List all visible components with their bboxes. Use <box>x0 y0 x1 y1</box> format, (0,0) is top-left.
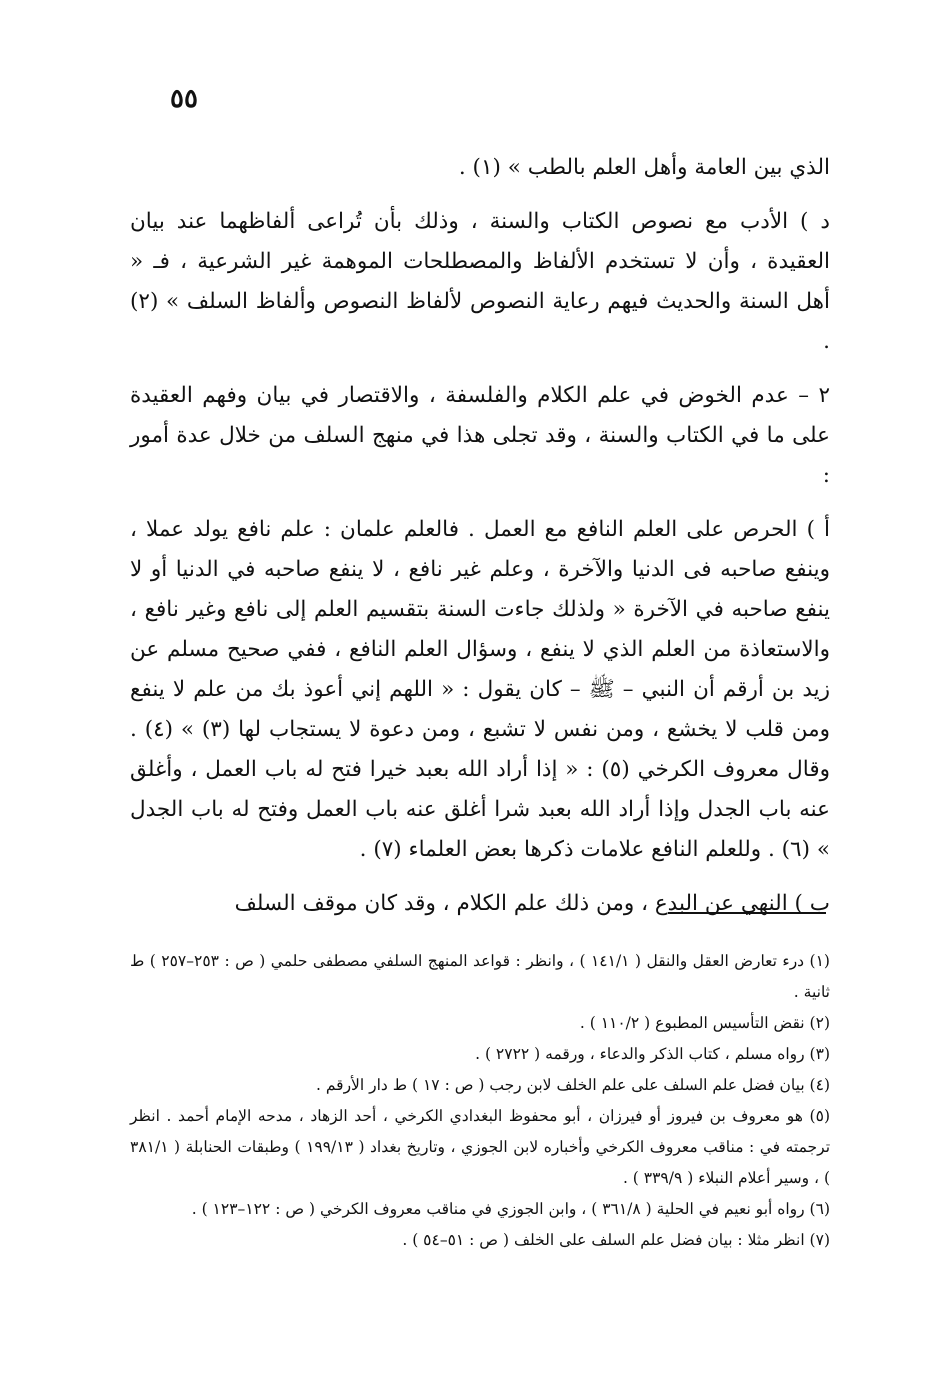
paragraph-kalam: ٢ – عدم الخوض في علم الكلام والفلسفة ، والاقتصار في بيان وفهم العقيدة على ما في الكتاب والسنة ، وقد تجلى هذا في منهج السلف من خلال عدة أمور : <box>130 383 830 488</box>
paragraph-nahy-bida: ب ) النهي عن البدع ، ومن ذلك علم الكلام ، وقد كان موقف السلف <box>234 891 830 916</box>
paragraph-ilm-nafi: أ ) الحرص على العلم النافع مع العمل . فالعلم علمان : علم نافع يولد عملا ، وينفع صاحبه فى الدنيا والآخرة ، وعلم غير نافع ، لا ينفع صاحبه في الدنيا أو لا ينفع صاحبه في الآخرة « ولذلك جاءت السنة بتقسيم العلم إلى نافع وغير نافع ، والاستعاذة من العلم الذي لا ينفع ، وسؤال العلم النافع ، ففي صحيح مسلم عن زيد بن أرقم أن النبي – ﷺ – كان يقول : « اللهم إني أعوذ بك من علم لا ينفع ومن قلب لا يخشع ، ومن نفس لا تشبع ، ومن دعوة لا يستجاب لها (٣) » (٤) . وقال معروف الكرخي (٥) : « إذا أراد الله بعبد خيرا فتح له باب العمل ، وأغلق عنه باب الجدل وإذا أراد الله بعبد شرا أغلق عنه باب العمل وفتح له باب الجدل » (٦) . وللعلم النافع علامات ذكرها بعض العلماء (٧) . <box>130 517 830 862</box>
footnote-3: (٣) رواه مسلم ، كتاب الذكر والدعاء ، ورقمه ( ٢٧٢٢ ) . <box>475 1045 830 1063</box>
footnotes <box>130 946 830 1256</box>
paragraph-adab-nusus: د ) الأدب مع نصوص الكتاب والسنة ، وذلك بأن تُراعى ألفاظهما عند بيان العقيدة ، وأن لا تستخدم الألفاظ والمصطلحات الموهمة غير الشرعية ، فـ « أهل السنة والحديث فيهم رعاية النصوص لألفاظ النصوص وألفاظ السلف » (٢) . <box>130 209 830 354</box>
main-text <box>130 148 830 938</box>
paragraph-continuation: الذي بين العامة وأهل العلم بالطب » (١) . <box>458 155 830 180</box>
page-number: ٥٥ <box>170 84 198 114</box>
footnote-6: (٦) رواه أبو نعيم في الحلية ( ٣٦١/٨ ) ، وابن الجوزي في مناقب معروف الكرخي ( ص : ١٢٢–١٢٣ ) . <box>191 1200 830 1218</box>
footnote-1: (١) درء تعارض العقل والنقل ( ١٤١/١ ) ، وانظر : قواعد المنهج السلفي مصطفى حلمي ( ص : ٢٥٣–٢٥٧ ) ط ثانية . <box>130 952 830 1001</box>
footnote-2: (٢) نقض التأسيس المطبوع ( ١١٠/٢ ) . <box>579 1014 830 1032</box>
footnote-5: (٥) هو معروف بن فيروز أو فيرزان ، أبو محفوظ البغدادي الكرخي ، أحد الزهاد ، مدحه الإمام أحمد . انظر ترجمته في : مناقب معروف الكرخي وأخباره لابن الجوزي ، وتاريخ بغداد ( ١٩٩/١٣ ) وطبقات الحنابلة ( ٣٨١/١ ) ، وسير أعلام النبلاء ( ٣٣٩/٩ ) . <box>130 1107 831 1187</box>
footnote-4: (٤) بيان فضل علم السلف على علم الخلف لابن رجب ( ص : ١٧ ) ط دار الأرقم . <box>315 1076 830 1094</box>
footnote-divider <box>668 912 826 914</box>
footnote-7: (٧) انظر مثلا : بيان فضل علم السلف على الخلف ( ص : ٥١–٥٤ ) . <box>402 1231 830 1249</box>
